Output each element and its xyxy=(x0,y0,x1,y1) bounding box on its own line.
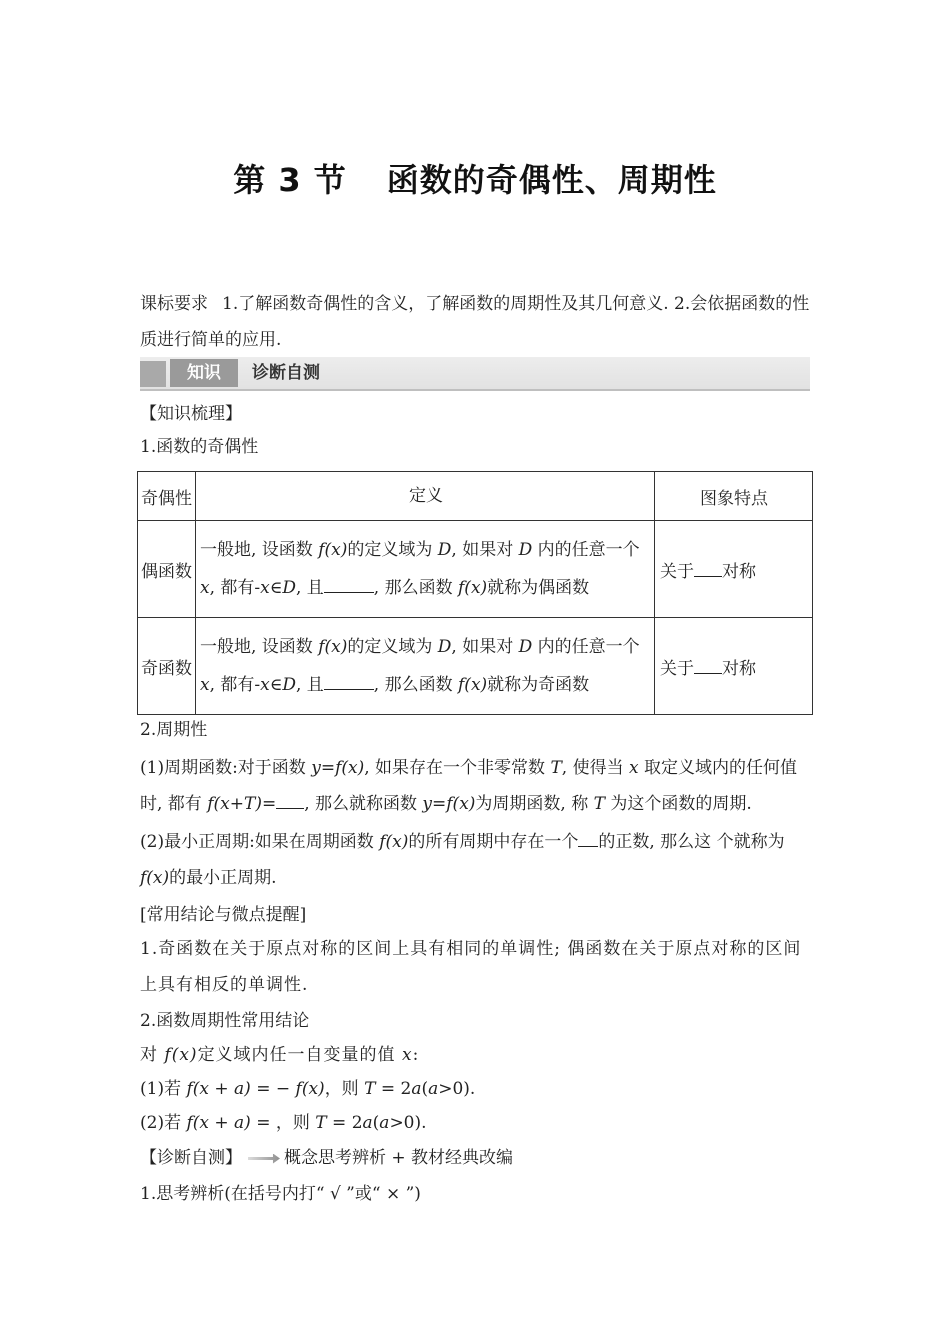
header-cell: 图象特点 xyxy=(655,472,813,521)
requirements-text: 1.了解函数奇偶性的含义，了解函数的周期性及其几何意义. 2.会依据函数的性质进行简单的应用. xyxy=(140,294,810,350)
page-title xyxy=(0,155,950,201)
table-row-even xyxy=(138,521,813,618)
conclusion-monotonicity: 1.奇函数在关于原点对称的区间上具有相同的单调性; 偶函数在关于原点对称的区间上具有相反的单调性. xyxy=(140,939,802,995)
section-title: 诊断自测 xyxy=(252,363,320,383)
row-definition: 一般地, 设函数 f(x)的定义域为 D, 如果对 D 内的任意一个 x, 都有-x∈D, 且 , 那么函数 f(x)就称为偶函数 xyxy=(196,521,655,618)
header-cell: 定义 xyxy=(196,472,655,521)
row-name: 偶函数 xyxy=(138,521,196,618)
fill-in-blank[interactable] xyxy=(694,560,722,577)
period-conclusions-intro: 对 f(x)定义域内任一自变量的值 x: xyxy=(140,1045,420,1065)
header-cell: 奇偶性 xyxy=(138,472,196,521)
parity-table xyxy=(137,471,813,715)
title-topic: 函数的奇偶性、周期性 xyxy=(386,161,717,199)
diagnosis-heading-line xyxy=(140,1145,513,1171)
row-feature: 关于 对称 xyxy=(655,618,813,715)
title-section-number: 第 3 节 xyxy=(233,161,347,199)
period-conclusion-2: (2)若 f(x + a) = ，则 T = 2a(a>0). xyxy=(140,1113,427,1133)
min-period-definition: (2)最小正周期:如果在周期函数 f(x)的所有周期中存在一个 的正数, 那么这 个就称为 f(x)的最小正周期. xyxy=(140,832,785,888)
period-conclusions-title: 2.函数周期性常用结论 xyxy=(140,1011,310,1031)
table-header-row xyxy=(138,472,813,521)
diagnosis-heading: 【诊断自测】 xyxy=(140,1148,242,1168)
fill-in-blank[interactable] xyxy=(578,830,598,847)
period-conclusion-1: (1)若 f(x + a) = − f(x)，则 T = 2a(a>0). xyxy=(140,1079,476,1099)
curriculum-requirements xyxy=(140,286,812,358)
fill-in-blank[interactable] xyxy=(324,673,374,690)
section-bar-stub xyxy=(140,361,166,387)
section-header-bar xyxy=(140,357,810,391)
fill-in-blank[interactable] xyxy=(324,576,374,593)
row-definition: 一般地, 设函数 f(x)的定义域为 D, 如果对 D 内的任意一个 x, 都有-x∈D, 且 , 那么函数 f(x)就称为奇函数 xyxy=(196,618,655,715)
parity-subtitle: 1.函数的奇偶性 xyxy=(140,437,259,457)
periodicity-title: 2.周期性 xyxy=(140,720,208,740)
conclusions-heading: [常用结论与微点提醒] xyxy=(140,905,307,925)
diagnosis-subtitle: 概念思考辨析 + 教材经典改编 xyxy=(284,1148,514,1168)
section-tag: 知识 xyxy=(170,359,238,387)
question-1: 1.思考辨析(在括号内打“ √ ”或“ × ”) xyxy=(140,1184,421,1204)
row-feature: 关于 对称 xyxy=(655,521,813,618)
fill-in-blank[interactable] xyxy=(276,792,304,809)
fill-in-blank[interactable] xyxy=(694,657,722,674)
knowledge-heading: 【知识梳理】 xyxy=(140,404,242,424)
requirements-label: 课标要求 xyxy=(140,294,208,314)
arrow-right-icon xyxy=(248,1154,280,1164)
table-row-odd xyxy=(138,618,813,715)
periodic-function-definition: (1)周期函数:对于函数 y=f(x), 如果存在一个非零常数 T, 使得当 x 取定义域内的任何值时, 都有 f(x+T)= , 那么就称函数 y=f(x)为周期函数, 称 T 为这个函数的周期. xyxy=(140,758,797,814)
row-name: 奇函数 xyxy=(138,618,196,715)
